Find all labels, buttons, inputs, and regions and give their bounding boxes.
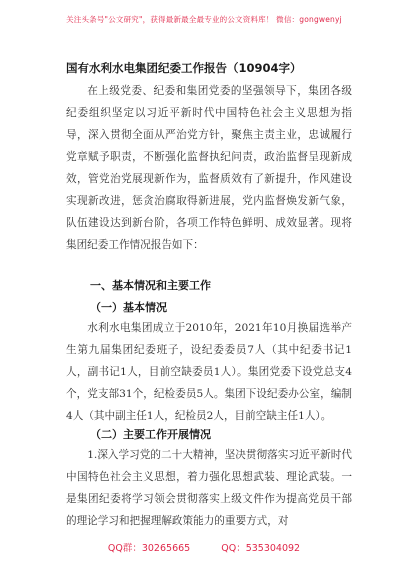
- subsection-heading-work: （二）主要工作开展情况: [90, 428, 211, 441]
- contact-footer: [0, 540, 408, 554]
- qq-group: QQ群：30265665: [107, 543, 191, 554]
- qq-contact: QQ：535304092: [221, 543, 301, 554]
- document-title: 国有水利水电集团纪委工作报告（10904字）: [66, 61, 302, 75]
- basic-info-paragraph: 水利水电集团成立于2010年，2021年10月换届选举产生第九届集团纪委班子，设纪委委员7人（其中纪委书记1人，副书记1人，目前空缺委员1人）。集团党委下设党总支4个，党支部31个，纪检委员5人。集团下设纪委办公室，编制4人（其中副主任1人，纪检员2人，目前空缺主任1人）。: [66, 322, 352, 422]
- promo-banner: 关注头条号"公文研究"，获得最新最全最专业的公文资料库！ 微信：gongwenyj: [66, 15, 342, 24]
- section-heading-1: 一、基本情况和主要工作: [90, 279, 211, 292]
- intro-paragraph: 在上级党委、纪委和集团党委的坚强领导下，集团各级纪委组织坚定以习近平新时代中国特色社会主义思想为指导，深入贯彻全面从严治党方针，聚焦主责主业，忠诚履行党章赋予职责，不断强化监督执纪问责，政治监督呈现新成效，管党治党展现新作为，监督质效有了新提升，作风建设实现新改进，惩贪治腐取得新进展，党内监督焕发新气象，队伍建设达到新台阶，各项工作特色鲜明、成效显著。现将集团纪委工作情况报告如下：: [66, 85, 352, 251]
- work-paragraph: 1.深入学习党的二十大精神，坚决贯彻落实习近平新时代中国特色社会主义思想，着力强化思想武装、理论武装。一是集团纪委将学习领会贯彻落实上级文件作为提高党员干部的理论学习和把握理解政策能力的重要方式，对: [66, 449, 352, 527]
- subsection-heading-basic: （一）基本情况: [90, 301, 167, 314]
